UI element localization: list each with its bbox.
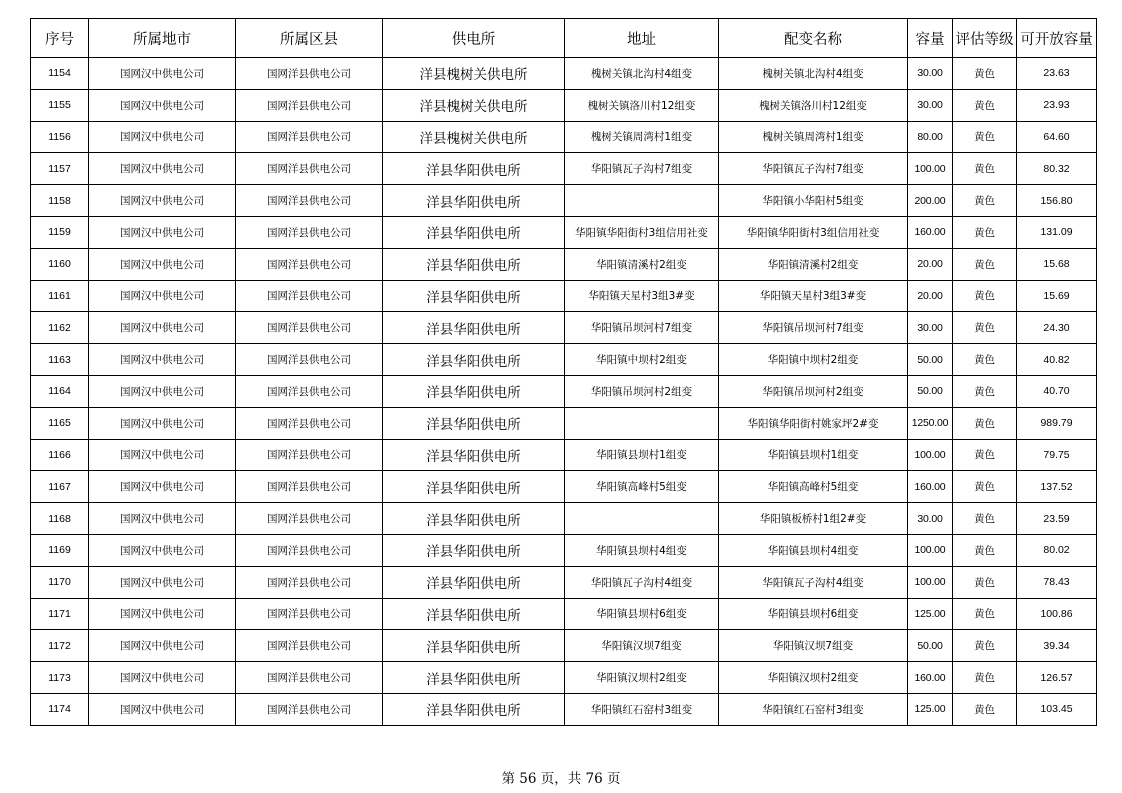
cell-county: 国网洋县供电公司 <box>236 503 383 535</box>
cell-power-station: 洋县华阳供电所 <box>383 598 565 630</box>
cell-power-station: 洋县槐树关供电所 <box>383 121 565 153</box>
cell-city: 国网汉中供电公司 <box>89 407 236 439</box>
cell-power-station: 洋县华阳供电所 <box>383 375 565 407</box>
cell-assessment-level: 黄色 <box>953 662 1017 694</box>
cell-transformer-name: 槐树关镇周湾村1组变 <box>719 121 908 153</box>
cell-power-station: 洋县华阳供电所 <box>383 216 565 248</box>
cell-assessment-level: 黄色 <box>953 121 1017 153</box>
cell-address: 槐树关镇洛川村12组变 <box>565 89 719 121</box>
cell-open-capacity: 156.80 <box>1017 185 1097 217</box>
cell-county: 国网洋县供电公司 <box>236 566 383 598</box>
header-transformer-name: 配变名称 <box>719 19 908 58</box>
cell-open-capacity: 39.34 <box>1017 630 1097 662</box>
table-row <box>31 280 1097 312</box>
cell-power-station: 洋县华阳供电所 <box>383 280 565 312</box>
table-row <box>31 344 1097 376</box>
cell-index: 1168 <box>31 503 89 535</box>
cell-city: 国网汉中供电公司 <box>89 153 236 185</box>
cell-index: 1160 <box>31 248 89 280</box>
cell-county: 国网洋县供电公司 <box>236 375 383 407</box>
header-capacity: 容量 <box>908 19 953 58</box>
cell-index: 1174 <box>31 693 89 725</box>
cell-open-capacity: 103.45 <box>1017 693 1097 725</box>
cell-address: 华阳镇县坝村6组变 <box>565 598 719 630</box>
cell-assessment-level: 黄色 <box>953 471 1017 503</box>
table-row <box>31 248 1097 280</box>
cell-open-capacity: 78.43 <box>1017 566 1097 598</box>
cell-county: 国网洋县供电公司 <box>236 280 383 312</box>
cell-transformer-name: 华阳镇天星村3组3#变 <box>719 280 908 312</box>
cell-capacity: 125.00 <box>908 693 953 725</box>
cell-power-station: 洋县槐树关供电所 <box>383 89 565 121</box>
cell-assessment-level: 黄色 <box>953 630 1017 662</box>
cell-power-station: 洋县华阳供电所 <box>383 344 565 376</box>
cell-capacity: 100.00 <box>908 566 953 598</box>
cell-index: 1167 <box>31 471 89 503</box>
cell-county: 国网洋县供电公司 <box>236 693 383 725</box>
table-row <box>31 662 1097 694</box>
cell-capacity: 100.00 <box>908 534 953 566</box>
cell-city: 国网汉中供电公司 <box>89 693 236 725</box>
cell-county: 国网洋县供电公司 <box>236 185 383 217</box>
cell-power-station: 洋县华阳供电所 <box>383 471 565 503</box>
table-row <box>31 630 1097 662</box>
cell-power-station: 洋县华阳供电所 <box>383 662 565 694</box>
cell-city: 国网汉中供电公司 <box>89 89 236 121</box>
cell-index: 1172 <box>31 630 89 662</box>
cell-address: 槐树关镇周湾村1组变 <box>565 121 719 153</box>
cell-city: 国网汉中供电公司 <box>89 280 236 312</box>
cell-city: 国网汉中供电公司 <box>89 344 236 376</box>
cell-capacity: 200.00 <box>908 185 953 217</box>
cell-index: 1171 <box>31 598 89 630</box>
cell-address: 华阳镇瓦子沟村4组变 <box>565 566 719 598</box>
cell-index: 1161 <box>31 280 89 312</box>
cell-open-capacity: 23.93 <box>1017 89 1097 121</box>
cell-city: 国网汉中供电公司 <box>89 566 236 598</box>
cell-capacity: 20.00 <box>908 248 953 280</box>
cell-county: 国网洋县供电公司 <box>236 344 383 376</box>
cell-address <box>565 407 719 439</box>
cell-address <box>565 503 719 535</box>
table-row <box>31 598 1097 630</box>
header-open-capacity: 可开放容量 <box>1017 19 1097 58</box>
table-header-row <box>31 19 1097 58</box>
cell-city: 国网汉中供电公司 <box>89 598 236 630</box>
cell-county: 国网洋县供电公司 <box>236 216 383 248</box>
cell-city: 国网汉中供电公司 <box>89 121 236 153</box>
cell-county: 国网洋县供电公司 <box>236 662 383 694</box>
table-row <box>31 471 1097 503</box>
cell-power-station: 洋县华阳供电所 <box>383 534 565 566</box>
cell-transformer-name: 华阳镇瓦子沟村4组变 <box>719 566 908 598</box>
cell-county: 国网洋县供电公司 <box>236 407 383 439</box>
cell-capacity: 160.00 <box>908 662 953 694</box>
cell-capacity: 100.00 <box>908 153 953 185</box>
cell-address: 华阳镇汉坝村2组变 <box>565 662 719 694</box>
cell-address <box>565 185 719 217</box>
cell-city: 国网汉中供电公司 <box>89 248 236 280</box>
cell-city: 国网汉中供电公司 <box>89 185 236 217</box>
header-city: 所属地市 <box>89 19 236 58</box>
cell-city: 国网汉中供电公司 <box>89 662 236 694</box>
cell-address: 华阳镇清溪村2组变 <box>565 248 719 280</box>
cell-transformer-name: 华阳镇红石窑村3组变 <box>719 693 908 725</box>
cell-address: 华阳镇吊坝河村7组变 <box>565 312 719 344</box>
table-row <box>31 503 1097 535</box>
table-row <box>31 439 1097 471</box>
cell-power-station: 洋县华阳供电所 <box>383 407 565 439</box>
cell-assessment-level: 黄色 <box>953 534 1017 566</box>
cell-index: 1155 <box>31 89 89 121</box>
cell-address: 华阳镇吊坝河村2组变 <box>565 375 719 407</box>
cell-open-capacity: 64.60 <box>1017 121 1097 153</box>
cell-assessment-level: 黄色 <box>953 216 1017 248</box>
table-row <box>31 121 1097 153</box>
cell-open-capacity: 80.02 <box>1017 534 1097 566</box>
cell-open-capacity: 23.59 <box>1017 503 1097 535</box>
cell-index: 1170 <box>31 566 89 598</box>
cell-open-capacity: 126.57 <box>1017 662 1097 694</box>
cell-county: 国网洋县供电公司 <box>236 89 383 121</box>
cell-transformer-name: 华阳镇华阳街村姚家坪2#变 <box>719 407 908 439</box>
header-county: 所属区县 <box>236 19 383 58</box>
page-footer: 第 56 页，共 76 页 <box>501 771 621 787</box>
cell-index: 1159 <box>31 216 89 248</box>
cell-open-capacity: 23.63 <box>1017 58 1097 90</box>
cell-county: 国网洋县供电公司 <box>236 58 383 90</box>
cell-index: 1169 <box>31 534 89 566</box>
cell-county: 国网洋县供电公司 <box>236 439 383 471</box>
cell-city: 国网汉中供电公司 <box>89 471 236 503</box>
cell-county: 国网洋县供电公司 <box>236 153 383 185</box>
cell-transformer-name: 华阳镇县坝村6组变 <box>719 598 908 630</box>
cell-address: 华阳镇汉坝7组变 <box>565 630 719 662</box>
cell-capacity: 50.00 <box>908 375 953 407</box>
cell-power-station: 洋县华阳供电所 <box>383 312 565 344</box>
cell-transformer-name: 华阳镇吊坝河村2组变 <box>719 375 908 407</box>
cell-capacity: 80.00 <box>908 121 953 153</box>
cell-assessment-level: 黄色 <box>953 693 1017 725</box>
cell-capacity: 30.00 <box>908 89 953 121</box>
cell-transformer-name: 华阳镇汉坝村2组变 <box>719 662 908 694</box>
cell-open-capacity: 989.79 <box>1017 407 1097 439</box>
cell-county: 国网洋县供电公司 <box>236 630 383 662</box>
cell-transformer-name: 华阳镇华阳街村3组信用社变 <box>719 216 908 248</box>
cell-index: 1163 <box>31 344 89 376</box>
cell-assessment-level: 黄色 <box>953 153 1017 185</box>
cell-power-station: 洋县华阳供电所 <box>383 439 565 471</box>
cell-assessment-level: 黄色 <box>953 439 1017 471</box>
header-assessment-level: 评估等级 <box>953 19 1017 58</box>
cell-transformer-name: 槐树关镇北沟村4组变 <box>719 58 908 90</box>
cell-assessment-level: 黄色 <box>953 375 1017 407</box>
cell-index: 1157 <box>31 153 89 185</box>
cell-index: 1164 <box>31 375 89 407</box>
cell-address: 华阳镇高峰村5组变 <box>565 471 719 503</box>
cell-transformer-name: 华阳镇清溪村2组变 <box>719 248 908 280</box>
cell-assessment-level: 黄色 <box>953 344 1017 376</box>
cell-transformer-name: 华阳镇小华阳村5组变 <box>719 185 908 217</box>
cell-open-capacity: 15.69 <box>1017 280 1097 312</box>
cell-power-station: 洋县华阳供电所 <box>383 630 565 662</box>
cell-power-station: 洋县槐树关供电所 <box>383 58 565 90</box>
table-row <box>31 566 1097 598</box>
cell-address: 华阳镇红石窑村3组变 <box>565 693 719 725</box>
cell-assessment-level: 黄色 <box>953 503 1017 535</box>
header-address: 地址 <box>565 19 719 58</box>
cell-county: 国网洋县供电公司 <box>236 121 383 153</box>
table-row <box>31 185 1097 217</box>
cell-capacity: 160.00 <box>908 471 953 503</box>
cell-power-station: 洋县华阳供电所 <box>383 566 565 598</box>
cell-capacity: 160.00 <box>908 216 953 248</box>
cell-assessment-level: 黄色 <box>953 58 1017 90</box>
cell-county: 国网洋县供电公司 <box>236 598 383 630</box>
cell-address: 华阳镇县坝村1组变 <box>565 439 719 471</box>
cell-county: 国网洋县供电公司 <box>236 471 383 503</box>
cell-index: 1166 <box>31 439 89 471</box>
table-row <box>31 58 1097 90</box>
cell-assessment-level: 黄色 <box>953 407 1017 439</box>
cell-transformer-name: 华阳镇县坝村1组变 <box>719 439 908 471</box>
table-row <box>31 693 1097 725</box>
cell-index: 1158 <box>31 185 89 217</box>
cell-city: 国网汉中供电公司 <box>89 312 236 344</box>
table-row <box>31 216 1097 248</box>
cell-open-capacity: 80.32 <box>1017 153 1097 185</box>
header-power-station: 供电所 <box>383 19 565 58</box>
cell-assessment-level: 黄色 <box>953 248 1017 280</box>
cell-address: 华阳镇华阳街村3组信用社变 <box>565 216 719 248</box>
cell-capacity: 1250.00 <box>908 407 953 439</box>
cell-power-station: 洋县华阳供电所 <box>383 503 565 535</box>
cell-capacity: 30.00 <box>908 58 953 90</box>
cell-assessment-level: 黄色 <box>953 566 1017 598</box>
table-row <box>31 407 1097 439</box>
cell-address: 华阳镇瓦子沟村7组变 <box>565 153 719 185</box>
cell-city: 国网汉中供电公司 <box>89 216 236 248</box>
cell-city: 国网汉中供电公司 <box>89 58 236 90</box>
cell-city: 国网汉中供电公司 <box>89 630 236 662</box>
table-row <box>31 153 1097 185</box>
cell-address: 华阳镇中坝村2组变 <box>565 344 719 376</box>
cell-address: 华阳镇县坝村4组变 <box>565 534 719 566</box>
cell-address: 华阳镇天星村3组3#变 <box>565 280 719 312</box>
table-body <box>31 58 1097 726</box>
cell-assessment-level: 黄色 <box>953 280 1017 312</box>
cell-transformer-name: 华阳镇吊坝河村7组变 <box>719 312 908 344</box>
cell-index: 1156 <box>31 121 89 153</box>
cell-assessment-level: 黄色 <box>953 598 1017 630</box>
cell-transformer-name: 华阳镇瓦子沟村7组变 <box>719 153 908 185</box>
cell-index: 1165 <box>31 407 89 439</box>
cell-transformer-name: 槐树关镇洛川村12组变 <box>719 89 908 121</box>
cell-transformer-name: 华阳镇高峰村5组变 <box>719 471 908 503</box>
cell-open-capacity: 137.52 <box>1017 471 1097 503</box>
cell-transformer-name: 华阳镇中坝村2组变 <box>719 344 908 376</box>
cell-transformer-name: 华阳镇县坝村4组变 <box>719 534 908 566</box>
cell-power-station: 洋县华阳供电所 <box>383 248 565 280</box>
cell-capacity: 50.00 <box>908 630 953 662</box>
cell-city: 国网汉中供电公司 <box>89 375 236 407</box>
cell-open-capacity: 40.70 <box>1017 375 1097 407</box>
cell-assessment-level: 黄色 <box>953 312 1017 344</box>
cell-index: 1162 <box>31 312 89 344</box>
cell-index: 1173 <box>31 662 89 694</box>
cell-capacity: 100.00 <box>908 439 953 471</box>
table-row <box>31 375 1097 407</box>
table-row <box>31 312 1097 344</box>
table-row <box>31 89 1097 121</box>
cell-open-capacity: 40.82 <box>1017 344 1097 376</box>
cell-city: 国网汉中供电公司 <box>89 503 236 535</box>
cell-capacity: 30.00 <box>908 503 953 535</box>
cell-assessment-level: 黄色 <box>953 89 1017 121</box>
cell-power-station: 洋县华阳供电所 <box>383 185 565 217</box>
cell-index: 1154 <box>31 58 89 90</box>
cell-open-capacity: 79.75 <box>1017 439 1097 471</box>
cell-city: 国网汉中供电公司 <box>89 534 236 566</box>
cell-open-capacity: 24.30 <box>1017 312 1097 344</box>
cell-county: 国网洋县供电公司 <box>236 248 383 280</box>
cell-transformer-name: 华阳镇汉坝7组变 <box>719 630 908 662</box>
cell-county: 国网洋县供电公司 <box>236 312 383 344</box>
cell-power-station: 洋县华阳供电所 <box>383 693 565 725</box>
table-row <box>31 534 1097 566</box>
cell-capacity: 30.00 <box>908 312 953 344</box>
cell-power-station: 洋县华阳供电所 <box>383 153 565 185</box>
cell-transformer-name: 华阳镇板桥村1组2#变 <box>719 503 908 535</box>
cell-open-capacity: 15.68 <box>1017 248 1097 280</box>
cell-city: 国网汉中供电公司 <box>89 439 236 471</box>
transformer-capacity-table <box>30 18 1097 726</box>
cell-open-capacity: 100.86 <box>1017 598 1097 630</box>
cell-capacity: 50.00 <box>908 344 953 376</box>
cell-open-capacity: 131.09 <box>1017 216 1097 248</box>
cell-capacity: 20.00 <box>908 280 953 312</box>
cell-assessment-level: 黄色 <box>953 185 1017 217</box>
header-index: 序号 <box>31 19 89 58</box>
cell-county: 国网洋县供电公司 <box>236 534 383 566</box>
cell-address: 槐树关镇北沟村4组变 <box>565 58 719 90</box>
cell-capacity: 125.00 <box>908 598 953 630</box>
